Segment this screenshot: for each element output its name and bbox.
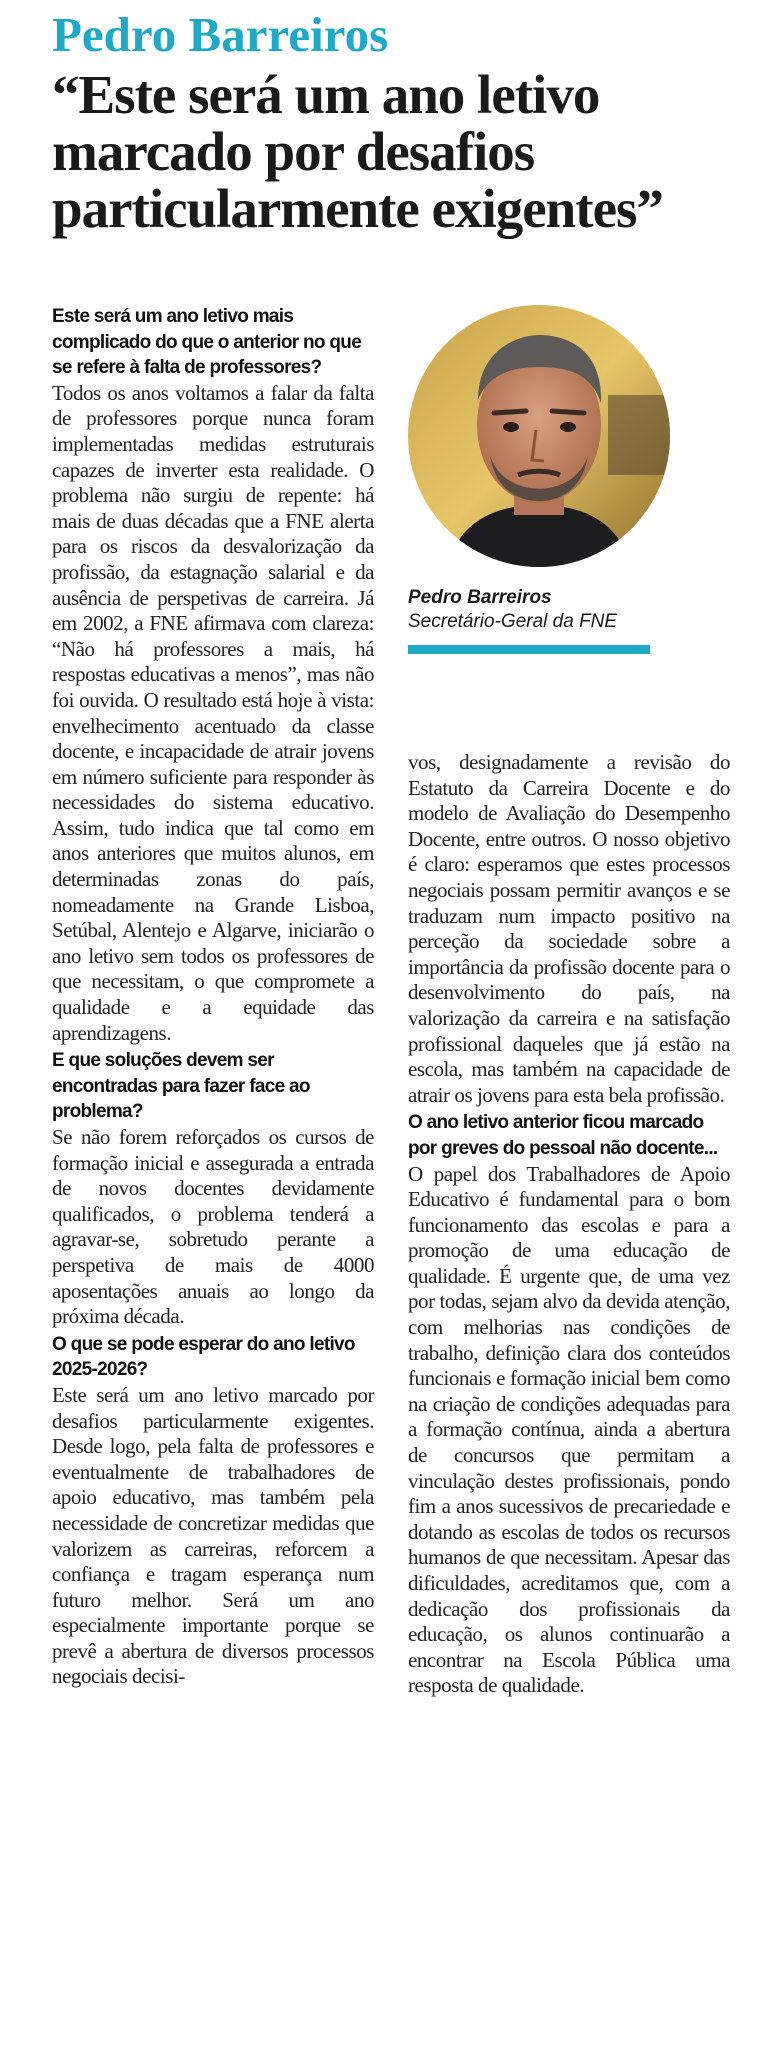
caption-name: Pedro Barreiros [408,587,552,608]
question-2: E que soluções devem ser encontradas para fazer face ao problema? [52,1050,310,1123]
portrait-photo [408,305,670,567]
question-1: Este será um ano letivo mais complicado do que o anterior no que se refere à falta de professores? [52,306,362,379]
answer-2: Se não forem reforçados os cursos de formação inicial e assegurada a entrada de novos docentes devidamente qualificados, o problema tenderá a agravar-se, sobretudo perante a perspetiva de mais de 4000 aposentações anuais ao longo da próxima década. [52,1125,374,1329]
question-4: O ano letivo anterior ficou marcado por greves do pessoal não docente... [408,1112,718,1159]
answer-3: Este será um ano letivo marcado por desafios particularmente exigentes. Desde logo, pela falta de professores e eventualmente de trabalhadores de apoio educativo, mas também pela necessidade de concretizar medidas que valorizem as carreiras, reforcem a confiança e tragam esperança num futuro melhor. Será um ano especialmente importante porque se prevê a abertura de diversos processos negociais decisi- [52,1382,374,1689]
answer-1: Todos os anos voltamos a falar da falta de professores porque nunca foram implementadas medidas estruturais capazes de inverter esta realidade. O problema não surgiu de repente: há mais de duas décadas que a FNE alerta para os riscos da desvalorização da profissão, da estagnação salarial e da ausência de perspetivas de carreira. Já em 2002, a FNE afirmava com clareza: “Não há professores a mais, há respostas educativas a menos”, mas não foi ouvida. O resultado está hoje à vista: envelhecimento acentuado da classe docente, e incapacidade de atrair jovens em número suficiente para responder às necessidades do sistema educativo. Assim, tudo indica que tal como em anos anteriores que muitos alunos, em determinadas zonas do país, nomeadamente na Grande Lisboa, Setúbal, Alentejo e Algarve, iniciarão o ano letivo sem todos os professores de que necessitam, o que compromete a qualidade e a equidade das aprendizagens. [52,380,374,1045]
headline-line-2: marcado por desafios [52,121,535,182]
headline [52,66,752,237]
headline-line-1: “Este será um ano letivo [52,64,600,125]
caption-role: Secretário-Geral da FNE [408,611,618,632]
right-column [408,750,730,1701]
interviewee-name-kicker: Pedro Barreiros [52,7,389,62]
answer-3-continued: vos, designadamente a revisão do Estatuto da Carreira Docente e do modelo de Avaliação do Desempenho Docente, entre outros. O nosso objetivo é claro: esperamos que estes processos negociais possam permitir avanços e se traduzam num impacto positivo na perceção da sociedade sobre a importância da profissão docente para o desenvolvimento do país, na valorização da carreira e na satisfação profissional daqueles que já estão na escola, mas também na capacidade de atrair os jovens para esta bela profissão. [408,750,730,1107]
caption-accent-bar [408,645,650,654]
portrait-illustration [408,305,670,567]
left-column [52,304,374,1692]
question-3: O que se pode esperar do ano letivo 2025-2026? [52,1333,355,1381]
answer-4: O papel dos Trabalhadores de Apoio Educativo é fundamental para o bom funcionamento das escolas e para a promoção de uma educação de qualidade. É urgente que, de uma vez por todas, sejam alvo da devida atenção, com melhorias nas condições de trabalho, definição clara dos conteúdos funcionais e formação inicial bem como na criação de condições adequadas para a formação contínua, ainda a abertura de concursos que permitam a vinculação destes profissionais, pondo fim a anos sucessivos de precariedade e dotando as escolas de todos os recursos humanos de que necessitam. Apesar das dificuldades, acreditamos que, com a dedicação dos profissionais da educação, os alunos continuarão a encontrar na Escola Pública uma resposta de qualidade. [408,1161,730,1698]
headline-line-3: particularmente exigentes” [52,178,663,239]
